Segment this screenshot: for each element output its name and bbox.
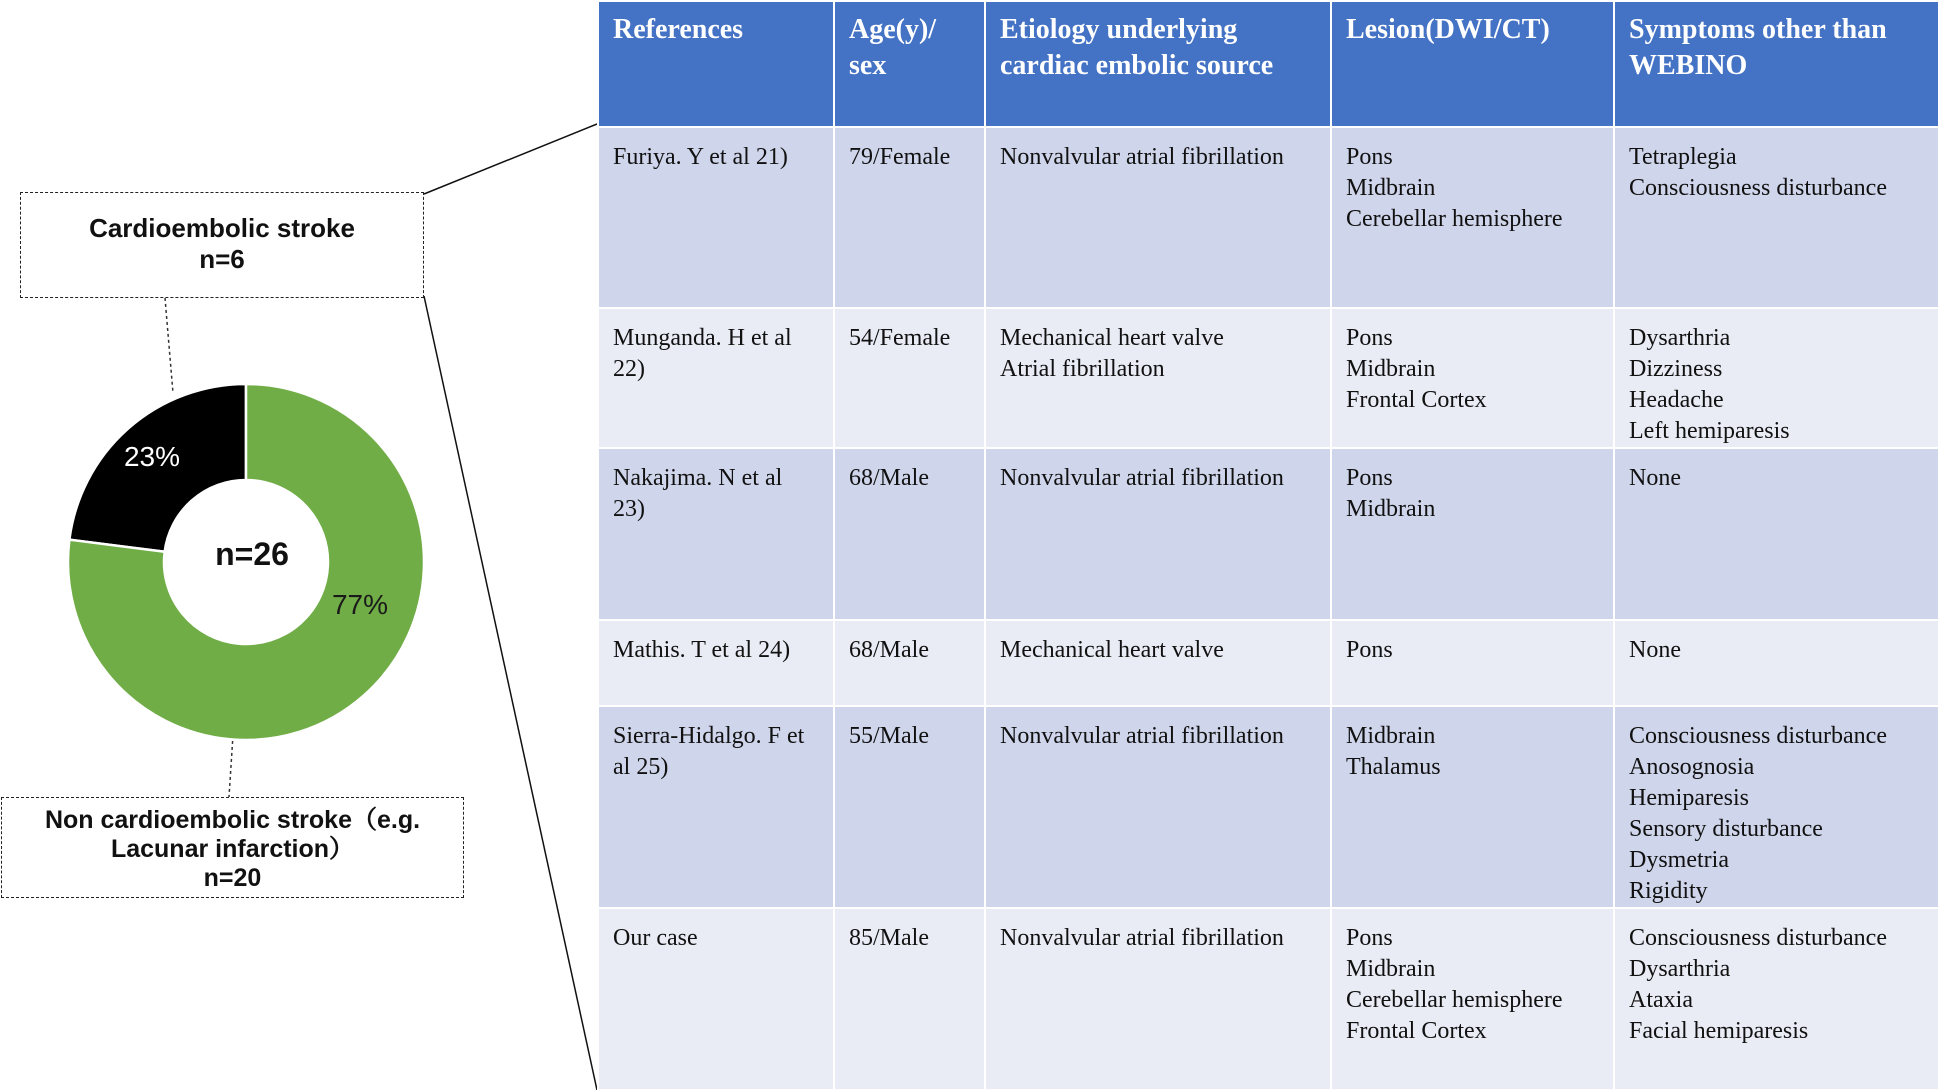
cell-line: Munganda. H et al [613,325,792,351]
cell-line: Frontal Cortex [1346,387,1487,413]
cell-line: Furiya. Y et al 21) [613,144,788,170]
header-symptoms [1614,1,1938,127]
donut-center-label: n=26 [215,536,289,572]
cell-etiology [985,908,1331,1090]
cell-line: 55/Male [849,723,929,749]
cell-lesion [1331,308,1614,448]
cell-line: Sierra-Hidalgo. F et [613,723,805,749]
cell-symptoms [1614,448,1938,620]
cell-line: 68/Male [849,637,929,663]
connector-line-top [424,124,597,194]
cell-lesion [1331,908,1614,1090]
cell-symptoms [1614,706,1938,908]
noncardioembolic-callout-line2: Lacunar infarction） [110,835,355,863]
cell-line: Midbrain [1346,496,1436,522]
cell-lesion [1331,127,1614,308]
cell-line: Pons [1346,325,1393,351]
table-row [598,127,1938,308]
noncardioembolic-callout-line1: Non cardioembolic stroke（e.g. [44,806,421,834]
cell-line: None [1629,637,1681,663]
cell-line: Mechanical heart valve [1000,325,1224,351]
noncardioembolic-callout-count: n=20 [203,864,262,892]
cell-line: 22) [613,356,645,382]
cell-line: Left hemiparesis [1629,418,1790,444]
cell-line: Pons [1346,637,1393,663]
cell-line: None [1629,465,1681,491]
header-references [598,1,834,127]
cell-line: Dizziness [1629,356,1723,382]
header-age-sex [834,1,985,127]
case-table-container [597,0,1938,1090]
cell-line: Frontal Cortex [1346,1018,1487,1044]
case-table [597,0,1938,1091]
cell-line: Ataxia [1629,987,1693,1013]
cell-reference [598,620,834,706]
cell-line: 54/Female [849,325,951,351]
cell-line: Pons [1346,925,1393,951]
header-line: Lesion(DWI/CT) [1346,14,1550,45]
header-line: sex [849,50,887,81]
cell-etiology [985,308,1331,448]
cell-line: Cerebellar hemisphere [1346,987,1563,1013]
cell-line: Tetraplegia [1629,144,1737,170]
table-row [598,908,1938,1090]
cell-lesion [1331,706,1614,908]
header-line: Etiology underlying [1000,14,1238,45]
cell-line: Midbrain [1346,356,1436,382]
cell-line: Nonvalvular atrial fibrillation [1000,925,1284,951]
cardioembolic-callout [20,192,424,298]
cell-line: Thalamus [1346,754,1441,780]
donut-slice-label-2: 77% [331,589,389,620]
cell-lesion [1331,620,1614,706]
cell-age-sex [834,308,985,448]
cell-age-sex [834,908,985,1090]
cell-etiology [985,448,1331,620]
connector-line-bottom [424,296,597,1090]
cell-symptoms [1614,620,1938,706]
table-row [598,620,1938,706]
cell-line: Consciousness disturbance [1629,925,1887,951]
cell-line: Nonvalvular atrial fibrillation [1000,723,1284,749]
cell-line: Mathis. T et al 24) [613,637,791,663]
cell-line: Pons [1346,465,1393,491]
cell-age-sex [834,127,985,308]
header-line: Symptoms other than [1629,14,1887,45]
cell-reference [598,308,834,448]
cell-line: Nonvalvular atrial fibrillation [1000,144,1284,170]
header-lesion [1331,1,1614,127]
cell-reference [598,448,834,620]
table-body [598,127,1938,1090]
cell-age-sex [834,706,985,908]
cell-line: Rigidity [1629,878,1708,904]
cell-line: Midbrain [1346,956,1436,982]
cell-symptoms [1614,127,1938,308]
cell-line: Cerebellar hemisphere [1346,206,1563,232]
table-row [598,448,1938,620]
cell-line: Facial hemiparesis [1629,1018,1809,1044]
cell-line: Headache [1629,387,1724,413]
header-etiology [985,1,1331,127]
cell-reference [598,706,834,908]
table-row [598,706,1938,908]
cell-age-sex [834,620,985,706]
cell-line: Dysmetria [1629,847,1729,873]
cell-line: Midbrain [1346,175,1436,201]
donut-slice-label-1: 23% [123,441,181,472]
noncardioembolic-callout [1,797,464,898]
table-header-row [598,1,1938,127]
cell-etiology [985,620,1331,706]
cell-line: Nonvalvular atrial fibrillation [1000,465,1284,491]
cell-symptoms [1614,308,1938,448]
header-line: WEBINO [1629,50,1748,81]
cell-line: Consciousness disturbance [1629,723,1887,749]
cell-line: Nakajima. N et al [613,465,783,491]
cell-line: 79/Female [849,144,951,170]
table-row [598,308,1938,448]
header-line: References [613,14,744,45]
cell-line: Mechanical heart valve [1000,637,1224,663]
cell-line: Atrial fibrillation [1000,356,1165,382]
donut-chart [0,0,600,1090]
cell-line: Dysarthria [1629,325,1731,351]
cell-line: Dysarthria [1629,956,1731,982]
cell-age-sex [834,448,985,620]
header-line: Age(y)/ [849,14,937,45]
cell-etiology [985,706,1331,908]
cell-line: Sensory disturbance [1629,816,1823,842]
leader-line-cardio [165,298,173,393]
cell-line: 85/Male [849,925,929,951]
cell-reference [598,127,834,308]
cell-line: 23) [613,496,645,522]
cell-lesion [1331,448,1614,620]
cell-line: Hemiparesis [1629,785,1749,811]
cell-line: Consciousness disturbance [1629,175,1887,201]
cell-line: 68/Male [849,465,929,491]
cell-etiology [985,127,1331,308]
cell-line: Pons [1346,144,1393,170]
header-line: cardiac embolic source [1000,50,1274,81]
cell-symptoms [1614,908,1938,1090]
cardioembolic-callout-title: Cardioembolic stroke [89,213,355,243]
cell-line: al 25) [613,754,669,780]
cell-reference [598,908,834,1090]
leader-line-noncardio [229,735,233,797]
cell-line: Midbrain [1346,723,1436,749]
cardioembolic-callout-count: n=6 [199,244,245,274]
cell-line: Our case [613,925,698,951]
cell-line: Anosognosia [1629,754,1755,780]
